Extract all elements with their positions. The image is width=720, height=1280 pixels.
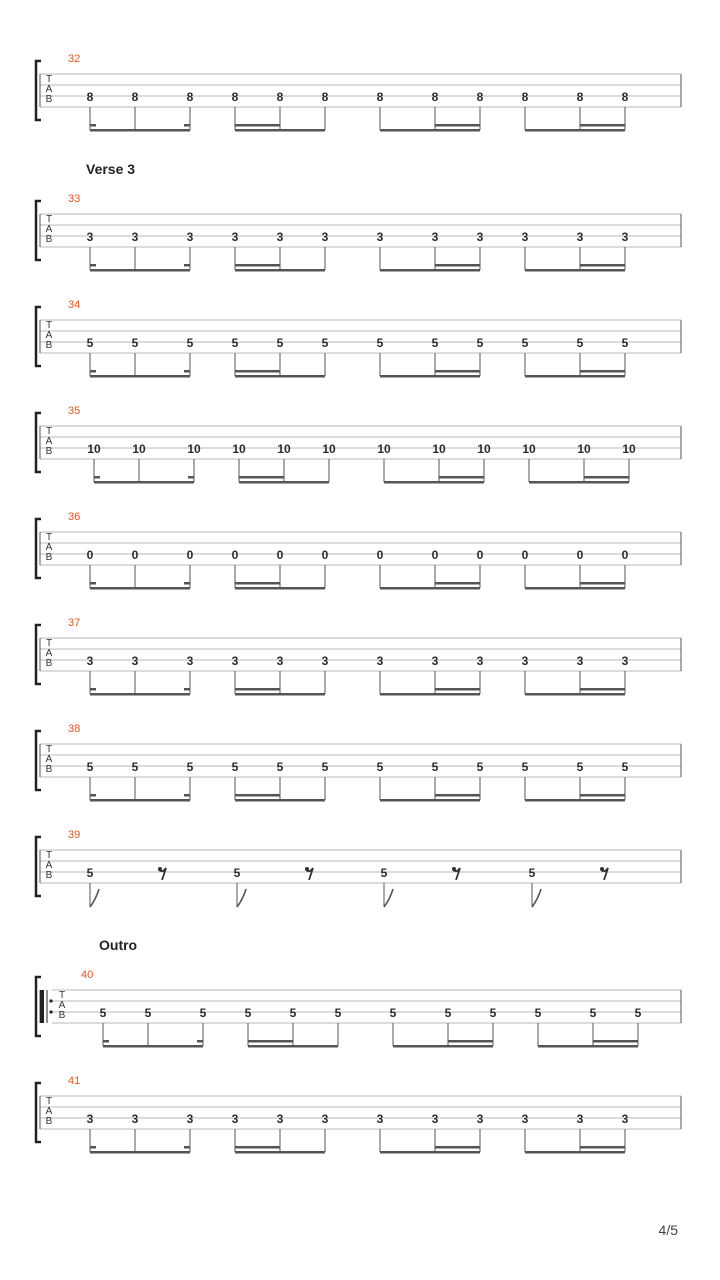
tab-clef-letter: A xyxy=(45,860,53,871)
fret-number: 3 xyxy=(231,1112,239,1126)
fret-number: 5 xyxy=(321,336,329,350)
fret-number: 5 xyxy=(186,336,194,350)
tab-clef-letter: A xyxy=(58,1000,66,1011)
fret-number: 3 xyxy=(376,230,384,244)
secondary-beam xyxy=(435,582,480,585)
fret-number: 0 xyxy=(576,548,584,562)
eighth-rest-dot xyxy=(600,867,604,871)
tab-clef-letter: B xyxy=(45,340,53,351)
secondary-beam xyxy=(580,688,625,691)
beam xyxy=(525,129,625,132)
fret-number: 3 xyxy=(186,230,194,244)
secondary-beam xyxy=(235,124,280,127)
fret-number: 5 xyxy=(321,760,329,774)
secondary-beam xyxy=(580,582,625,585)
secondary-beam xyxy=(580,370,625,373)
fret-number: 3 xyxy=(521,230,529,244)
fret-number: 5 xyxy=(621,760,629,774)
tab-clef-letter: B xyxy=(58,1010,66,1021)
tab-clef-letter: A xyxy=(45,1106,53,1117)
eighth-rest-dot xyxy=(305,867,309,871)
secondary-beam xyxy=(448,1040,493,1043)
beam-stub xyxy=(90,582,96,585)
beam-stub xyxy=(103,1040,109,1043)
tab-clef-letter: B xyxy=(45,234,53,245)
secondary-beam xyxy=(580,124,625,127)
beam xyxy=(380,269,480,272)
fret-number: 8 xyxy=(321,90,329,104)
repeat-dot xyxy=(49,999,52,1002)
fret-number: 5 xyxy=(489,1006,497,1020)
tab-clef-letter: B xyxy=(45,552,53,563)
eighth-rest-dot xyxy=(158,867,162,871)
fret-number: 5 xyxy=(476,760,484,774)
fret-number: 3 xyxy=(621,230,629,244)
fret-number: 5 xyxy=(576,760,584,774)
beam xyxy=(235,1151,325,1154)
fret-number: 8 xyxy=(186,90,194,104)
fret-number: 5 xyxy=(144,1006,152,1020)
beam xyxy=(380,375,480,378)
measure-number: 34 xyxy=(68,299,81,311)
measure-number: 40 xyxy=(81,969,94,981)
repeat-dot xyxy=(49,1010,52,1013)
fret-number: 10 xyxy=(577,442,591,456)
beam-stub xyxy=(184,370,190,373)
secondary-beam xyxy=(235,264,280,267)
beam xyxy=(525,375,625,378)
tab-clef-letter: B xyxy=(45,658,53,669)
fret-number: 5 xyxy=(576,336,584,350)
fret-number: 3 xyxy=(576,654,584,668)
fret-number: 8 xyxy=(376,90,384,104)
repeat-thick-bar xyxy=(40,990,44,1023)
fret-number: 5 xyxy=(444,1006,452,1020)
fret-number: 5 xyxy=(99,1006,107,1020)
fret-number: 0 xyxy=(521,548,529,562)
beam xyxy=(235,269,325,272)
beam xyxy=(90,129,190,132)
secondary-beam xyxy=(435,124,480,127)
beam xyxy=(538,1045,638,1048)
beam-stub xyxy=(184,688,190,691)
tab-clef-letter: A xyxy=(45,648,53,659)
secondary-beam xyxy=(580,794,625,797)
tab-clef-letter: A xyxy=(45,224,53,235)
secondary-beam xyxy=(235,582,280,585)
fret-number: 3 xyxy=(521,1112,529,1126)
fret-number: 8 xyxy=(86,90,94,104)
beam xyxy=(393,1045,493,1048)
beam-stub xyxy=(197,1040,203,1043)
fret-number: 5 xyxy=(86,760,94,774)
fret-number: 8 xyxy=(231,90,239,104)
tab-clef-letter: B xyxy=(45,764,53,775)
secondary-beam xyxy=(235,1146,280,1149)
fret-number: 3 xyxy=(476,654,484,668)
fret-number: 5 xyxy=(334,1006,342,1020)
fret-number: 5 xyxy=(389,1006,397,1020)
beam xyxy=(380,799,480,802)
section-label: Outro xyxy=(99,937,138,953)
beam xyxy=(235,799,325,802)
fret-number: 5 xyxy=(376,760,384,774)
beam xyxy=(529,481,629,484)
beam xyxy=(239,481,329,484)
fret-number: 5 xyxy=(276,336,284,350)
fret-number: 5 xyxy=(233,866,241,880)
fret-number: 5 xyxy=(431,760,439,774)
fret-number: 3 xyxy=(321,1112,329,1126)
tab-clef-letter: A xyxy=(45,330,53,341)
secondary-beam xyxy=(235,794,280,797)
fret-number: 0 xyxy=(86,548,94,562)
fret-number: 3 xyxy=(476,230,484,244)
fret-number: 5 xyxy=(521,336,529,350)
tab-clef-letter: B xyxy=(45,1116,53,1127)
fret-number: 0 xyxy=(431,548,439,562)
tab-clef-letter: A xyxy=(45,754,53,765)
beam xyxy=(525,799,625,802)
beam-stub xyxy=(90,124,96,127)
fret-number: 3 xyxy=(276,1112,284,1126)
fret-number: 8 xyxy=(621,90,629,104)
fret-number: 5 xyxy=(231,760,239,774)
fret-number: 3 xyxy=(521,654,529,668)
beam xyxy=(248,1045,338,1048)
fret-number: 3 xyxy=(186,654,194,668)
fret-number: 10 xyxy=(432,442,446,456)
secondary-beam xyxy=(435,264,480,267)
fret-number: 5 xyxy=(376,336,384,350)
fret-number: 0 xyxy=(476,548,484,562)
beam-stub xyxy=(184,264,190,267)
beam-stub xyxy=(90,688,96,691)
beam xyxy=(90,375,190,378)
beam xyxy=(525,269,625,272)
fret-number: 5 xyxy=(131,336,139,350)
note-flag xyxy=(532,889,541,907)
tab-clef-letter: T xyxy=(45,638,53,649)
fret-number: 10 xyxy=(87,442,101,456)
fret-number: 5 xyxy=(289,1006,297,1020)
beam xyxy=(235,587,325,590)
tab-clef-letter: T xyxy=(45,74,53,85)
fret-number: 0 xyxy=(276,548,284,562)
fret-number: 10 xyxy=(232,442,246,456)
fret-number: 0 xyxy=(131,548,139,562)
secondary-beam xyxy=(435,794,480,797)
fret-number: 0 xyxy=(321,548,329,562)
measure-number: 41 xyxy=(68,1075,81,1087)
measure-number: 32 xyxy=(68,53,81,65)
secondary-beam xyxy=(593,1040,638,1043)
tab-clef-letter: A xyxy=(45,542,53,553)
beam xyxy=(380,129,480,132)
fret-number: 5 xyxy=(589,1006,597,1020)
fret-number: 3 xyxy=(576,230,584,244)
secondary-beam xyxy=(235,688,280,691)
fret-number: 3 xyxy=(431,654,439,668)
fret-number: 3 xyxy=(131,654,139,668)
fret-number: 5 xyxy=(86,866,94,880)
measure-number: 36 xyxy=(68,511,81,523)
beam xyxy=(235,375,325,378)
tab-clef-letter: T xyxy=(45,426,53,437)
fret-number: 3 xyxy=(376,654,384,668)
measure-number: 39 xyxy=(68,829,81,841)
tab-clef-letter: B xyxy=(45,446,53,457)
fret-number: 5 xyxy=(521,760,529,774)
beam xyxy=(525,587,625,590)
beam xyxy=(235,693,325,696)
beam-stub xyxy=(184,794,190,797)
fret-number: 8 xyxy=(131,90,139,104)
fret-number: 5 xyxy=(380,866,388,880)
fret-number: 3 xyxy=(576,1112,584,1126)
fret-number: 10 xyxy=(322,442,336,456)
tab-clef-letter: T xyxy=(45,1096,53,1107)
section-label: Verse 3 xyxy=(86,161,136,177)
fret-number: 3 xyxy=(131,1112,139,1126)
fret-number: 10 xyxy=(277,442,291,456)
measure-number: 33 xyxy=(68,193,81,205)
fret-number: 3 xyxy=(321,654,329,668)
tab-clef-letter: B xyxy=(45,870,53,881)
fret-number: 3 xyxy=(621,1112,629,1126)
fret-number: 5 xyxy=(634,1006,642,1020)
fret-number: 3 xyxy=(276,230,284,244)
fret-number: 3 xyxy=(186,1112,194,1126)
beam-stub xyxy=(184,1146,190,1149)
note-flag xyxy=(237,889,246,907)
fret-number: 3 xyxy=(376,1112,384,1126)
beam xyxy=(94,481,194,484)
beam xyxy=(235,129,325,132)
beam-stub xyxy=(184,124,190,127)
fret-number: 5 xyxy=(231,336,239,350)
fret-number: 3 xyxy=(131,230,139,244)
beam xyxy=(380,587,480,590)
measure-number: 37 xyxy=(68,617,81,629)
beam xyxy=(90,799,190,802)
beam xyxy=(380,693,480,696)
beam xyxy=(103,1045,203,1048)
fret-number: 5 xyxy=(86,336,94,350)
fret-number: 8 xyxy=(276,90,284,104)
fret-number: 5 xyxy=(276,760,284,774)
fret-number: 5 xyxy=(528,866,536,880)
fret-number: 0 xyxy=(186,548,194,562)
fret-number: 10 xyxy=(622,442,636,456)
tab-clef-letter: T xyxy=(45,744,53,755)
secondary-beam xyxy=(235,370,280,373)
secondary-beam xyxy=(580,264,625,267)
fret-number: 8 xyxy=(476,90,484,104)
fret-number: 5 xyxy=(186,760,194,774)
fret-number: 10 xyxy=(377,442,391,456)
fret-number: 5 xyxy=(199,1006,207,1020)
secondary-beam xyxy=(435,370,480,373)
tab-clef-letter: T xyxy=(45,850,53,861)
beam xyxy=(525,693,625,696)
tab-clef-letter: T xyxy=(45,320,53,331)
beam-stub xyxy=(90,1146,96,1149)
fret-number: 3 xyxy=(321,230,329,244)
tab-clef-letter: T xyxy=(45,532,53,543)
beam-stub xyxy=(90,264,96,267)
fret-number: 10 xyxy=(477,442,491,456)
fret-number: 10 xyxy=(522,442,536,456)
secondary-beam xyxy=(248,1040,293,1043)
fret-number: 8 xyxy=(431,90,439,104)
fret-number: 0 xyxy=(376,548,384,562)
secondary-beam xyxy=(580,1146,625,1149)
beam-stub xyxy=(90,794,96,797)
fret-number: 5 xyxy=(476,336,484,350)
page-number: 4/5 xyxy=(658,1222,678,1238)
fret-number: 8 xyxy=(576,90,584,104)
eighth-rest-dot xyxy=(452,867,456,871)
fret-number: 3 xyxy=(231,654,239,668)
beam xyxy=(380,1151,480,1154)
fret-number: 0 xyxy=(621,548,629,562)
fret-number: 10 xyxy=(132,442,146,456)
fret-number: 10 xyxy=(187,442,201,456)
beam xyxy=(90,693,190,696)
fret-number: 5 xyxy=(621,336,629,350)
fret-number: 0 xyxy=(231,548,239,562)
fret-number: 3 xyxy=(431,230,439,244)
secondary-beam xyxy=(239,476,284,479)
secondary-beam xyxy=(584,476,629,479)
fret-number: 5 xyxy=(244,1006,252,1020)
note-flag xyxy=(384,889,393,907)
secondary-beam xyxy=(439,476,484,479)
fret-number: 3 xyxy=(231,230,239,244)
fret-number: 5 xyxy=(131,760,139,774)
beam xyxy=(90,587,190,590)
measure-number: 35 xyxy=(68,405,81,417)
fret-number: 3 xyxy=(86,654,94,668)
secondary-beam xyxy=(435,1146,480,1149)
tab-clef-letter: A xyxy=(45,84,53,95)
beam-stub xyxy=(94,476,100,479)
measure-number: 38 xyxy=(68,723,81,735)
fret-number: 3 xyxy=(86,1112,94,1126)
beam-stub xyxy=(184,582,190,585)
fret-number: 3 xyxy=(86,230,94,244)
beam xyxy=(525,1151,625,1154)
fret-number: 5 xyxy=(431,336,439,350)
secondary-beam xyxy=(435,688,480,691)
fret-number: 5 xyxy=(534,1006,542,1020)
note-flag xyxy=(90,889,99,907)
beam xyxy=(90,1151,190,1154)
fret-number: 3 xyxy=(476,1112,484,1126)
tab-clef-letter: T xyxy=(45,214,53,225)
fret-number: 3 xyxy=(431,1112,439,1126)
tab-clef-letter: T xyxy=(58,990,66,1001)
beam-stub xyxy=(188,476,194,479)
beam xyxy=(384,481,484,484)
beam-stub xyxy=(90,370,96,373)
beam xyxy=(90,269,190,272)
tab-clef-letter: B xyxy=(45,94,53,105)
fret-number: 3 xyxy=(276,654,284,668)
fret-number: 3 xyxy=(621,654,629,668)
tab-clef-letter: A xyxy=(45,436,53,447)
fret-number: 8 xyxy=(521,90,529,104)
